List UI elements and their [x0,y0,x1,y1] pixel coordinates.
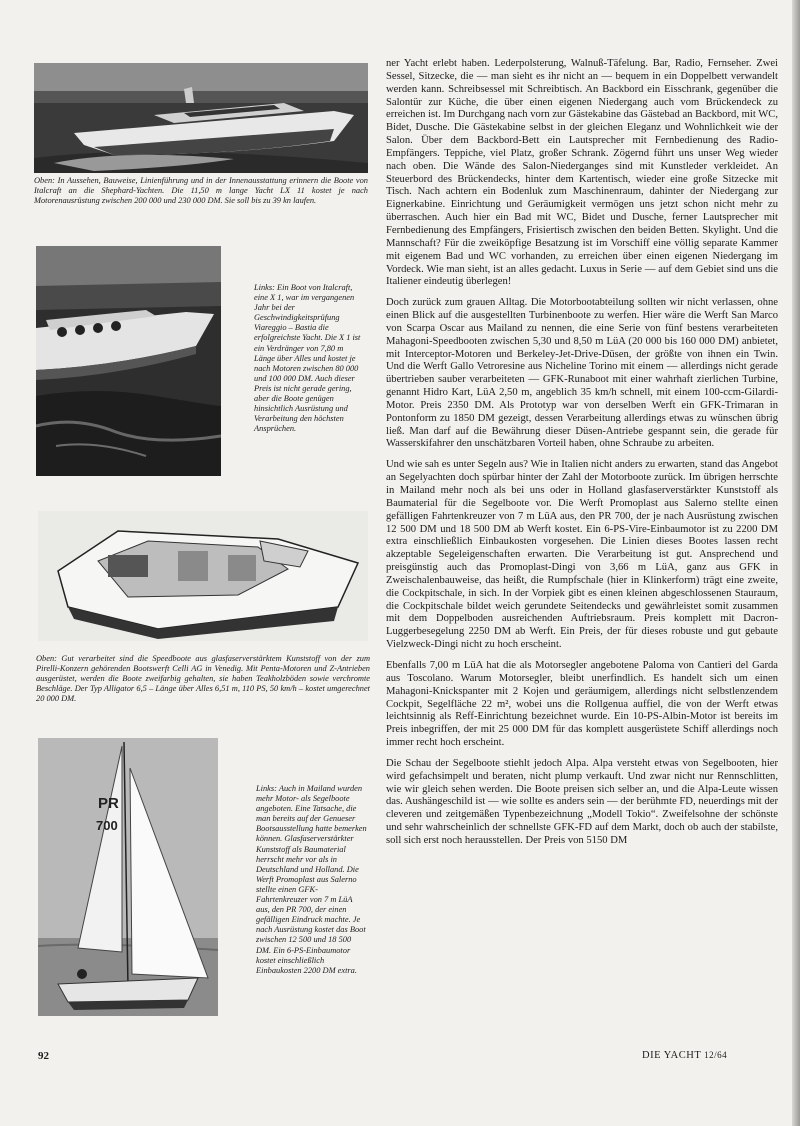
journal-title: DIE YACHT [642,1050,702,1061]
page-edge-shadow [792,0,800,1126]
journal-issue: 12/64 [704,1050,728,1060]
sail-mark-pr: PR [98,795,119,812]
article-body [386,58,778,856]
photo-speedboat-alligator [38,511,368,641]
photo-sailboat-pr700 [38,738,218,1016]
sail-mark-700: 700 [96,818,118,833]
caption-yacht-lx11: Oben: In Aussehen, Bauweise, Linienführung und in der Innenausstattung erinnern die Boote von Italcraft an die Shephard-Yachten. Die 11,50 m lange Yacht LX 11 kostet je nach Motorenausrüstung zwischen 200 000 und 230 000 DM. Sie soll bis zu 39 kn laufen. [34,176,368,206]
photo-italcraft-x1 [36,246,221,476]
paragraph: ner Yacht erlebt haben. Lederpolsterung, Walnuß-Täfelung. Bar, Radio, Fernseher. Zwei Sessel, Sitzecke, die — man sieht es ihr nicht an — bequem in ein Doppelbett verwandelt werden kann. Schreibsessel mit Schreibtisch. An Backbord ein Eisschrank, gegenüber die Salontür zur Küche, die über einen eigenen Niedergang auch vom Brückendeck zu erreichen ist. Im Durchgang nach vorn zur Gästekabine das Gästebad an Backbord, mit WC, Bidet, Dusche. Die Gästekabine selbst in der gleichen Eleganz und Wohnlichkeit wie der Salon. Über dem Backbord-Bett ein Lautsprecher mit Fernbedienung des Radio-Empfängers. Teppiche, viel Platz, großer Schrank. Zögernd führt uns unser Weg wieder nach oben. Die Wände des Salon-Niederganges sind mit Kunstleder verkleidet. An Steuerbord des Brückendecks, hinter dem Kartentisch, wieder eine große Sitzecke mit Tisch. Nach achtern ein Bodenluk zum Maschinenraum, dahinter der Niedergang zur Eignerkabine. Einrichtung und Geräumigkeit vermögen uns jetzt schon nicht mehr zu überraschen. Auch hier ein Bad mit WC, Bidet und Dusche, ferner Lautsprecher mit Fernbedienung des Empfängers, Frisiertisch zwischen den beiden Betten. Skylight. Und die Mannschaft? Für die zweiköpfige Besatzung ist im Vorschiff eine völlig separate Kammer mit eigenem Bad und WC vorhanden, zu erreichen über einen eigenen Niedergang im Vordeck. Wie man sieht, ist an alles gedacht. Luxus in Serie — auf dem Gebiet sind uns die Italiener eindeutig überlegen! [386,58,778,288]
paragraph: Und wie sah es unter Segeln aus? Wie in Italien nicht anders zu erwarten, stand das Angebot an Segelyachten doch spürbar hinter der Zahl der Motorboote zurück. Im übrigen herrschte in Mailand mehr noch als bei uns oder in Holland glasfaserverstärkter Kunststoff als Baumaterial für die Segelboote vor. Die Werft Promoplast aus Salerno stellte einen gefälligen Fahrtenkreuzer von 7 m LüA aus, den PR 700, der je nach Ausrüstung zwischen 12 500 DM und 18 500 DM ab Werft kostet. Ein 6-PS-Vire-Einbaumotor ist zu 2200 DM extra einschließlich Einbaukosten vorgesehen. Die Linien dieses Bootes lassen recht akzeptable Segeleigenschaften erwarten. Die Verarbeitung ist gut. Ansprechend und preisgünstig auch das Promoplast-Dingi von 3,66 m LüA, ganz aus GFK in Zweischalenbauweise, das heißt, die Rumpfschale (hier in Klinkerform) trägt eine zweite, die Cockpitschale, in sich. In der Vorpiek gibt es einen kleinen abgeschlossenen Stauraum, die Cockpitschale bildet weich gerundete Seitendecks und gewährleistet somit zusammen mit dem Doppelboden ausreichenden Auftriebsraum. Preis komplett mit Dacron-Luggerbesegelung 2250 DM ab Werft. Ein Preis, der für dieses robuste und gut gebaute Vielzweck-Dingi nicht zu hoch erscheint. [386,459,778,651]
page-number: 92 [38,1050,49,1062]
photo-yacht-lx11 [34,63,368,173]
caption-sailboat-pr700: Links: Auch in Mailand wurden mehr Motor- als Segelboote angeboten. Eine Tatsache, die man bereits auf der Genueser Bootsausstellung hatte bemerken können. Glasfaserverstärkter Kunststoff als Baumaterial herrscht mehr vor als in Deutschland und Holland. Die Werft Promoplast aus Salerno stellte einen GFK-Fahrtenkreuzer von 7 m LüA aus, den PR 700, der einen gefälligen Eindruck machte. Je nach Ausrüstung kostet das Boot zwischen 12 500 und 18 500 DM. Ein 6-PS-Einbaumotor kostet einschließlich Einbaukosten 2200 DM extra. [256,784,367,975]
journal-footer [642,1050,727,1061]
caption-italcraft-x1: Links: Ein Boot von Italcraft, eine X 1, war im vergangenen Jahr bei der Geschwindigkeitsprüfung Viareggio – Bastia die erfolgreichste Yacht. Die X 1 ist ein Verdränger von 7,80 m Länge über Alles und kostet je nach Motoren zwischen 80 000 und 100 000 DM. Auch dieser Preis ist nicht gerade gering, aber die Boote genügen hinsichtlich Ausrüstung und Verarbeitung den höchsten Ansprüchen. [254,283,361,434]
caption-speedboat-alligator: Oben: Gut verarbeitet sind die Speedboote aus glasfaserverstärktem Kunststoff von der zum Pirelli-Konzern gehörenden Bootswerft Celli AG in Venedig. Mit Penta-Motoren und Z-Antrieben ausgerüstet, werden die Boote zweifarbig gehalten, sie haben Teakholzböden sowie verchromte Beschläge. Der Typ Alligator 6,5 – Länge über Alles 6,51 m, 110 PS, 50 km/h – kostet umgerechnet 20 000 DM. [36,654,370,704]
paragraph: Doch zurück zum grauen Alltag. Die Motorbootabteilung sollten wir nicht verlassen, ohne einen Blick auf die ausgestellten Turbinenboote zu werfen. Hier wäre die Werft San Marco von Scarpa Oscar aus Mailand zu nennen, die eine Serie von fünf bestens verarbeiteten Mahagoni-Speedbooten zwischen 5,30 und 8,50 m LüA (20 000 bis 160 000 DM) anbietet, mit Interceptor-Motoren und Berkeley-Jet-Drive-Düsen, der größte von ihnen ein Twin. Und die Werft Gallo Vetroresine aus Nicheline Torino mit einem — allerdings nicht gerade übertrieben sauber verarbeiteten — GFK-Runaboot mit einer wahrhaft zierlichen Turbine, genannt Hidro Kart, LüA 2,50 m, angeblich 35 km/h schnell, mit einem 100-ccm-Gilardi-Motor. Preis 2350 DM. Als Prototyp war von derselben Werft ein GFK-Trimaran in Pontonform zu 1850 DM gezeigt, dessen Verarbeitung allerdings etwas zu wünschen übrig ließ. Man darf auf die Bewährung dieser Düsen-Antriebe gespannt sein, die gerade für Wasserskifahrer den unschätzbaren Vorteil haben, ohne Schraube zu arbeiten. [386,297,778,450]
paragraph: Ebenfalls 7,00 m LüA hat die als Motorsegler angebotene Paloma von Cantieri del Garda aus Toscolano. Warum Motorsegler, bleibt unerfindlich. Es handelt sich um einen Mahagoni-Knickspanter mit 2 Kojen und geräumigem, allerdings nicht selbstlenzendem Cockpit, Segelfläche 22 m², wobei uns die Rollgenua auffiel, die von der Werft etwas leichtsinnig als Reff-Einrichtung bezeichnet wurde. Ein 10-PS-Albin-Motor ist bereits im Preis inbegriffen, der mit 25 000 DM für das komplett ausgerüstete Schiff allerdings noch immer recht hoch erscheint. [386,659,778,749]
paragraph: Die Schau der Segelboote stiehlt jedoch Alpa. Alpa versteht etwas von Segelbooten, hier wird gefachsimpelt und beraten, nicht plump verkauft. Und zwar nicht nur Rennschlitten, wie wir gleich sehen werden. Die Boote preisen sich selber an, und die Alpa-Leute wissen das. Aushängeschild ist — wie sollte es anders sein — der berühmte FD, neuerdings mit der cleveren und zeitgemäßen Typenbezeichnung „Modell Tokio“. Zweifelsohne der schönste und sehr wahrscheinlich der schnellste GFK-FD auf dem Markt, doch ob auch der stabilste, soll sich erst noch herausstellen. Der Preis von 5150 DM [386,757,778,846]
